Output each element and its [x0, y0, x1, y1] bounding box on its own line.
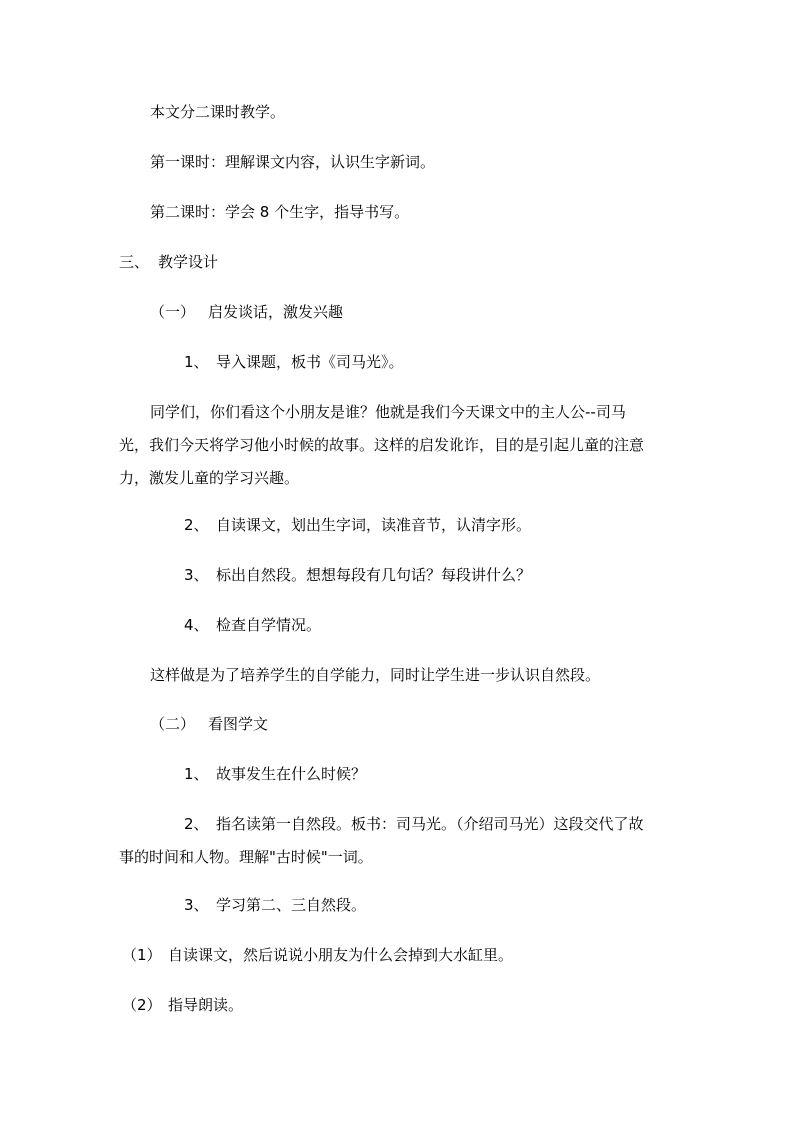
paragraph-second-lesson: 第二课时：学会 8 个生字，指导书写。 [150, 203, 410, 221]
list-number: 2、 [184, 815, 209, 833]
paragraph-lesson-count: 本文分二课时教学。 [150, 103, 286, 121]
list-item-1-2 [184, 516, 531, 534]
sub-item-text: 自读课文，然后说说小朋友为什么会掉到大水缸里。 [168, 946, 514, 964]
subsection-title: 看图学文 [208, 715, 269, 733]
subsection-heading-1 [150, 303, 343, 321]
paragraph-self-study: 这样做是为了培养学生的自学能力，同时让学生进一步认识自然段。 [150, 666, 601, 684]
sub-item-2 [122, 996, 243, 1014]
list-number: 1、 [184, 353, 209, 371]
list-item-2-1 [184, 765, 366, 783]
list-item-1-1 [184, 353, 404, 371]
list-number: 3、 [184, 566, 209, 584]
list-number: 4、 [184, 616, 209, 634]
subsection-number: （二） [150, 715, 196, 733]
list-number: 3、 [184, 896, 209, 914]
section-title: 教学设计 [158, 253, 219, 271]
list-item-1-4 [184, 616, 321, 634]
list-text: 学习第二、三自然段。 [216, 896, 367, 914]
paragraph-intro-line-3: 力，激发儿童的学习兴趣。 [119, 469, 300, 487]
sub-item-1 [122, 946, 513, 964]
list-text: 故事发生在什么时候？ [216, 765, 367, 783]
paragraph-first-lesson: 第一课时：理解课文内容，认识生字新词。 [150, 153, 436, 171]
section-heading-teaching-design [119, 253, 218, 271]
sub-item-number: （2） [122, 996, 162, 1014]
subsection-heading-2 [150, 715, 268, 733]
list-text: 自读课文，划出生字词，读准音节，认清字形。 [216, 516, 532, 534]
list-text: 标出自然段。想想每段有几句话？每段讲什么？ [216, 566, 532, 584]
list-number: 2、 [184, 516, 209, 534]
list-item-1-3 [184, 566, 531, 584]
list-item-2-2 [184, 815, 644, 833]
section-number: 三、 [119, 253, 150, 271]
sub-item-text: 指导朗读。 [168, 996, 244, 1014]
list-text: 指名读第一自然段。板书：司马光。（介绍司马光）这段交代了故 [216, 815, 644, 833]
subsection-title: 启发谈话，激发兴趣 [208, 303, 344, 321]
list-item-2-2-continuation: 事的时间和人物。理解"古时候"一词。 [119, 848, 373, 866]
list-text: 导入课题，板书《司马光》。 [216, 353, 404, 371]
subsection-number: （一） [150, 303, 196, 321]
sub-item-number: （1） [122, 946, 162, 964]
paragraph-intro-line-2: 光，我们今天将学习他小时候的故事。这样的启发讹诈，目的是引起儿童的注意 [119, 436, 645, 454]
list-text: 检查自学情况。 [216, 616, 322, 634]
list-number: 1、 [184, 765, 209, 783]
paragraph-intro-line-1: 同学们，你们看这个小朋友是谁？他就是我们今天课文中的主人公--司马 [150, 403, 626, 421]
list-item-2-3 [184, 896, 366, 914]
